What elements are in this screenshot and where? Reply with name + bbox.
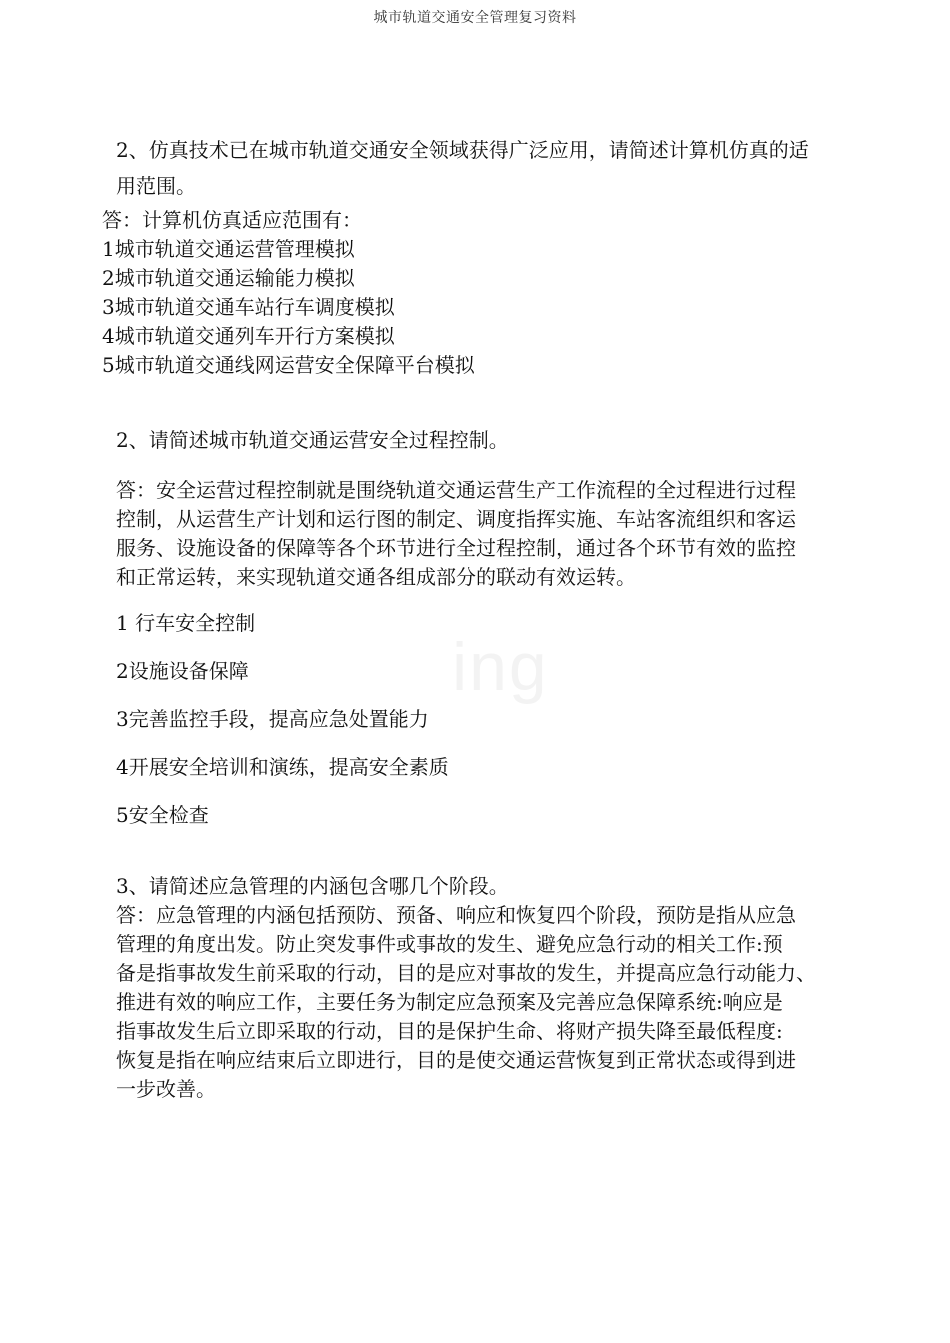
q3-answer-line: 一步改善。 [116,1077,216,1101]
q3-answer-line: 恢复是指在响应结束后立即进行，目的是使交通运营恢复到正常状态或得到进 [116,1048,796,1072]
q2-list-item: 1 行车安全控制 [116,611,256,635]
q1-list-item: 4城市轨道交通列车开行方案模拟 [102,324,395,348]
q2-answer-line: 服务、设施设备的保障等各个环节进行全过程控制，通过各个环节有效的监控 [116,536,796,560]
q1-list-item: 1城市轨道交通运营管理模拟 [102,237,355,261]
q2-answer-line: 控制，从运营生产计划和运行图的制定、调度指挥实施、车站客流组织和客运 [116,507,796,531]
q3-answer-line: 管理的角度出发。防止突发事件或事故的发生、避免应急行动的相关工作:预 [116,932,783,956]
q3-answer-line: 推进有效的响应工作，主要任务为制定应急预案及完善应急保障系统:响应是 [116,990,783,1014]
q2-list-item: 3完善监控手段，提高应急处置能力 [116,707,429,731]
page-header: 城市轨道交通安全管理复习资料 [373,10,577,26]
q1-question-line-1: 2、仿真技术已在城市轨道交通安全领域获得广泛应用，请简述计算机仿真的适 [116,138,809,162]
q2-question: 2、请简述城市轨道交通运营安全过程控制。 [116,428,509,452]
q2-list-item: 5安全检查 [116,803,209,827]
q3-answer-line: 指事故发生后立即采取的行动，目的是保护生命、将财产损失降至最低程度: [116,1019,783,1043]
q2-list-item: 2设施设备保障 [116,659,249,683]
watermark: ing [452,629,549,705]
q1-answer-intro: 答：计算机仿真适应范围有： [102,208,362,232]
q1-question-line-2: 用范围。 [116,174,196,198]
q2-list-item: 4开展安全培训和演练，提高安全素质 [116,755,449,779]
q1-list-item: 2城市轨道交通运输能力模拟 [102,266,355,290]
q3-answer-line: 备是指事故发生前采取的行动，目的是应对事故的发生，并提高应急行动能力、 [116,961,816,985]
q2-answer-line: 答：安全运营过程控制就是围绕轨道交通运营生产工作流程的全过程进行过程 [116,478,796,502]
q1-list-item: 5城市轨道交通线网运营安全保障平台模拟 [102,353,475,377]
q3-question: 3、请简述应急管理的内涵包含哪几个阶段。 [116,874,509,898]
q2-answer-line: 和正常运转，来实现轨道交通各组成部分的联动有效运转。 [116,565,636,589]
q1-list-item: 3城市轨道交通车站行车调度模拟 [102,295,395,319]
q3-answer-line: 答：应急管理的内涵包括预防、预备、响应和恢复四个阶段，预防是指从应急 [116,903,796,927]
